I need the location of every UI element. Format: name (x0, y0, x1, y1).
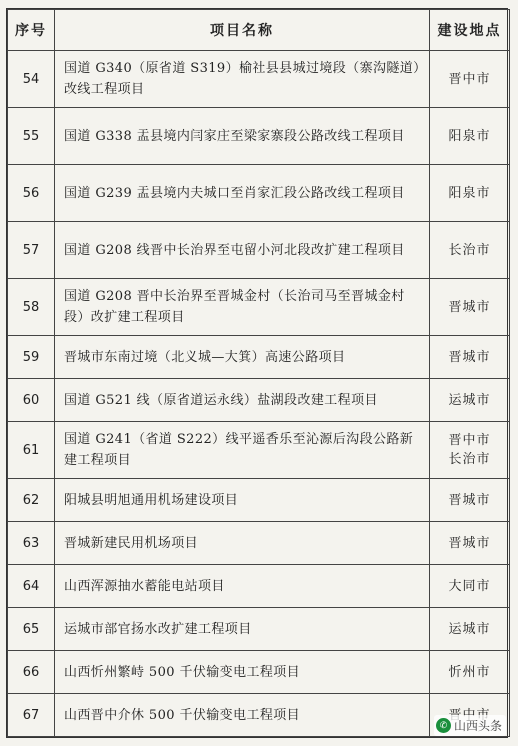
table-row (8, 222, 510, 279)
row-index: 56 (8, 165, 55, 222)
row-project-name: 山西晋中介休 500 千伏输变电工程项目 (55, 694, 430, 737)
row-index: 67 (8, 694, 55, 737)
row-project-name: 晋城市东南过境（北义城—大箕）高速公路项目 (55, 336, 430, 379)
project-table-sheet (6, 8, 508, 738)
row-location (430, 108, 510, 165)
row-project-name: 运城市部官扬水改扩建工程项目 (55, 608, 430, 651)
row-index: 65 (8, 608, 55, 651)
location-value: 晋城市 (448, 299, 491, 315)
row-index: 62 (8, 479, 55, 522)
row-project-name: 山西忻州繁峙 500 千伏输变电工程项目 (55, 651, 430, 694)
table-row (8, 165, 510, 222)
table-row (8, 422, 510, 479)
location-value: 长治市 (448, 452, 491, 467)
row-index: 61 (8, 422, 55, 479)
row-project-name: 国道 G241（省道 S222）线平遥香乐至沁源后沟段公路新建工程项目 (55, 422, 430, 479)
row-project-name: 国道 G239 盂县境内夫城口至肖家汇段公路改线工程项目 (55, 165, 430, 222)
row-location (430, 651, 510, 694)
location-value: 晋中市 (448, 433, 491, 448)
watermark-text: 山西头条 (453, 719, 502, 733)
row-location (430, 279, 510, 336)
location-value: 运城市 (448, 392, 491, 408)
row-location (430, 222, 510, 279)
row-location (430, 51, 510, 108)
location-value: 阳泉市 (448, 185, 491, 201)
row-project-name: 山西浑源抽水蓄能电站项目 (55, 565, 430, 608)
location-value: 忻州市 (448, 664, 491, 680)
row-index: 66 (8, 651, 55, 694)
location-value: 晋中市 (448, 71, 491, 87)
row-location (430, 565, 510, 608)
row-project-name: 国道 G208 晋中长治界至晋城金村（长治司马至晋城金村段）改扩建工程项目 (55, 279, 430, 336)
row-location (430, 608, 510, 651)
location-value: 晋城市 (448, 535, 491, 551)
row-index: 63 (8, 522, 55, 565)
row-index: 64 (8, 565, 55, 608)
row-index: 58 (8, 279, 55, 336)
row-index: 57 (8, 222, 55, 279)
location-value: 大同市 (448, 578, 491, 594)
row-project-name: 晋城新建民用机场项目 (55, 522, 430, 565)
row-project-name: 国道 G208 线晋中长治界至屯留小河北段改扩建工程项目 (55, 222, 430, 279)
row-location (430, 379, 510, 422)
location-value: 运城市 (448, 621, 491, 637)
row-project-name: 国道 G340（原省道 S319）榆社县县城过境段（寨沟隧道）改线工程项目 (55, 51, 430, 108)
header-location: 建设地点 (430, 10, 510, 51)
header-index: 序号 (8, 10, 55, 51)
wechat-icon: ✆ (436, 718, 451, 733)
table-row (8, 479, 510, 522)
table-row (8, 522, 510, 565)
row-project-name: 阳城县明旭通用机场建设项目 (55, 479, 430, 522)
table-row (8, 379, 510, 422)
row-project-name: 国道 G521 线（原省道运永线）盐湖段改建工程项目 (55, 379, 430, 422)
row-index: 54 (8, 51, 55, 108)
table-row (8, 108, 510, 165)
watermark (434, 715, 506, 736)
table-row (8, 651, 510, 694)
header-project-name: 项目名称 (55, 10, 430, 51)
table-row (8, 608, 510, 651)
location-value: 晋城市 (448, 349, 491, 365)
row-location (430, 479, 510, 522)
row-location (430, 522, 510, 565)
table-header-row (8, 10, 510, 51)
location-value: 阳泉市 (448, 128, 491, 144)
row-location (430, 422, 510, 479)
table-row (8, 336, 510, 379)
row-index: 60 (8, 379, 55, 422)
table-row (8, 51, 510, 108)
table-row (8, 279, 510, 336)
row-index: 55 (8, 108, 55, 165)
table-row (8, 565, 510, 608)
row-location (430, 165, 510, 222)
table-body (8, 51, 510, 737)
location-value: 晋城市 (448, 492, 491, 508)
row-location (430, 336, 510, 379)
project-table (7, 9, 510, 737)
location-value: 长治市 (448, 242, 491, 258)
row-index: 59 (8, 336, 55, 379)
row-project-name: 国道 G338 盂县境内闫家庄至梁家寨段公路改线工程项目 (55, 108, 430, 165)
